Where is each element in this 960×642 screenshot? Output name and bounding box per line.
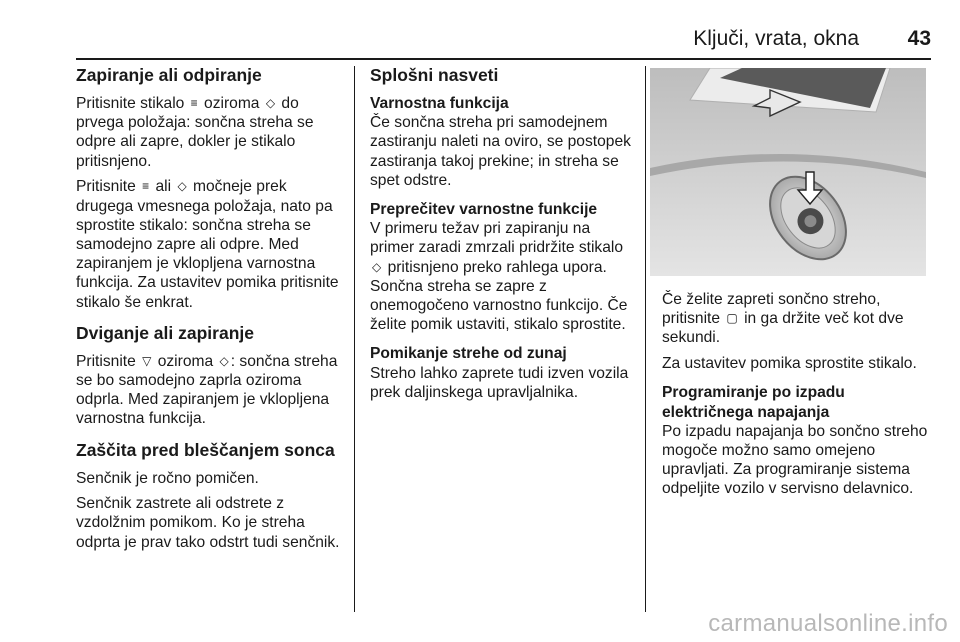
switch-symbol-icon: ≡: [142, 179, 150, 194]
heading-safety: Varnostna funkcija: [370, 95, 509, 112]
text-run: pritisnjeno preko rahlega upora. Sončna streha se zapre z onemogočeno varnostno funkcijo. Če želite pomik ustaviti, stikalo sprostite.: [370, 258, 628, 334]
text-run: močneje prek drugega vmesnega položaja, nato pa sprostite stikalo: sončna streha se samodejno zapre ali odpre. Med zapiranjem je vklopljena varnostna funkcija. Za ustavitev pomika pritisnite stikalo še enkrat.: [76, 178, 339, 311]
sunroof-illustration: [650, 68, 926, 276]
heading-outside: Pomikanje strehe od zunaj: [370, 345, 567, 363]
paragraph-outside: Streho lahko zaprete tudi izven vozila prek daljinskega upravljalnika.: [370, 364, 629, 401]
sunroof-remote-illustration-svg: [650, 68, 926, 276]
paragraph-sunshade-2: Senčnik zastrete ali odstrete z vzdolžnim pomikom. Ko je streha odprta je prav tako odstrt tudi senčnik.: [76, 495, 340, 551]
text-run: do prvega položaja: sončna streha se odpre ali zapre, dokler je stikalo pritisnjeno.: [76, 95, 314, 170]
paragraph-open-close-1: [76, 94, 344, 171]
heading-open-close: Zapiranje ali odpiranje: [76, 65, 262, 85]
text-run: oziroma: [153, 352, 218, 370]
running-title: Ključi, vrata, okna: [693, 27, 859, 50]
right-column: [662, 290, 932, 505]
paragraph-remote: [662, 290, 932, 348]
paragraph-sunshade-1: Senčnik je ročno pomičen.: [76, 469, 259, 487]
switch-symbol-icon: ▢: [726, 311, 738, 326]
text-run: Pritisnite stikalo: [76, 95, 189, 112]
page-header: [76, 27, 931, 57]
heading-sunshade: Zaščita pred bleščanjem sonca: [76, 439, 335, 460]
text-run: ali: [151, 178, 176, 196]
switch-symbol-icon: ◇: [219, 353, 229, 368]
page-number: 43: [907, 27, 931, 50]
paragraph-override: [370, 219, 636, 334]
header-rule: [76, 58, 931, 60]
switch-symbol-icon: ◇: [177, 179, 187, 194]
heading-override: Preprečitev varnostne funkcije: [370, 201, 598, 219]
text-run: Če želite zapreti sončno streho, pritisnite: [662, 291, 881, 328]
paragraph-release: Za ustavitev pomika sprostite stikalo.: [662, 355, 917, 373]
column-divider-left: [354, 66, 355, 612]
paragraph-open-close-2: [76, 177, 344, 311]
text-run: in ga držite več kot dve sekundi.: [662, 310, 904, 347]
switch-symbol-icon: ≡: [190, 96, 198, 110]
paragraph-raise: [76, 352, 344, 429]
text-run: oziroma: [199, 95, 264, 112]
column-divider-right: [645, 66, 646, 612]
switch-symbol-icon: ▽: [142, 353, 152, 368]
switch-symbol-icon: ◇: [265, 96, 276, 110]
heading-power: Programiranje po izpadu električnega napajanja: [662, 384, 845, 421]
text-run: Pritisnite: [76, 352, 141, 370]
heading-general: Splošni nasveti: [370, 65, 499, 85]
middle-column: [370, 64, 636, 409]
text-run: Pritisnite: [76, 178, 141, 196]
heading-raise: Dviganje ali zapiranje: [76, 322, 254, 343]
paragraph-power: Po izpadu napajanja bo sončno streho mogoče možno samo omejeno upravljati. Za programiranje sistema odpeljite vozilo v servisno delavnico.: [662, 422, 928, 498]
watermark-text: carmanualsonline.info: [708, 610, 948, 637]
text-run: V primeru težav pri zapiranju na primer zaradi zmrzali pridržite stikalo: [370, 220, 624, 257]
left-column: [76, 64, 344, 558]
paragraph-safety: Če sončna streha pri samodejnem zastiranju naleti na oviro, se postopek zastiranja takoj prekine; in streha se spet odstre.: [370, 114, 631, 189]
text-run: : sončna streha se bo samodejno zaprla oziroma odprla. Med zapiranjem je vklopljena varnostna funkcija.: [76, 352, 338, 428]
switch-symbol-icon: ◇: [372, 259, 382, 274]
